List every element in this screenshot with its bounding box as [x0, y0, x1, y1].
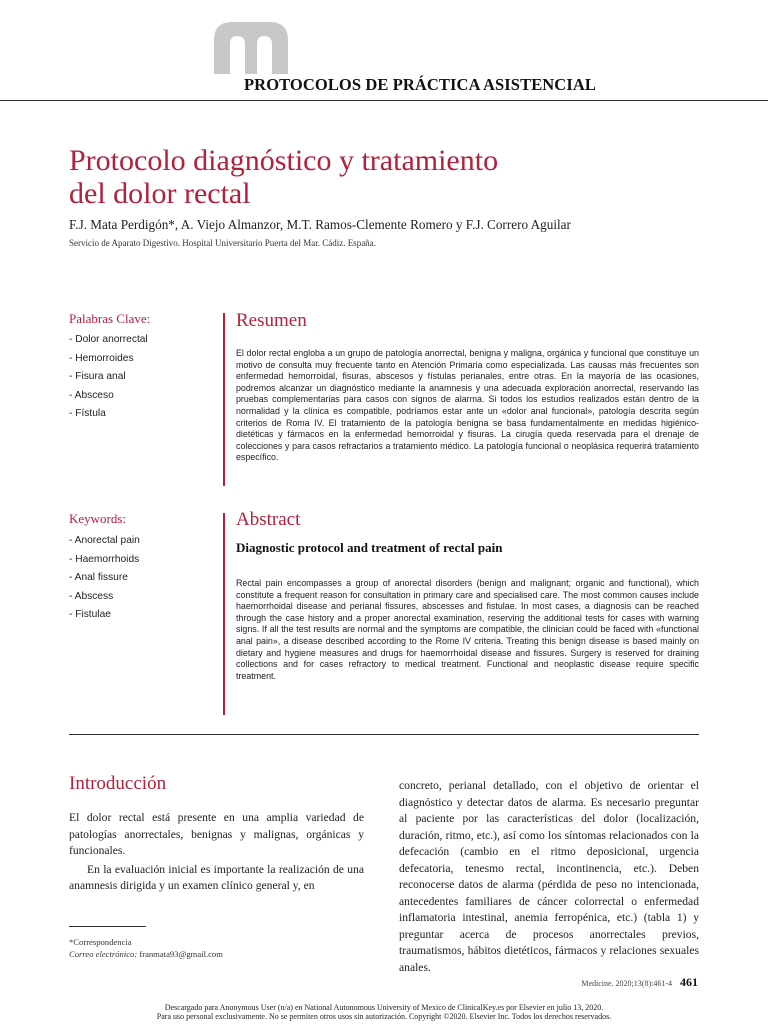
keyword-en-item: - Fistulae — [69, 609, 111, 621]
keyword-es-item: - Absceso — [69, 389, 114, 401]
abstract-accent-bar — [223, 513, 225, 715]
keyword-en-item: - Anorectal pain — [69, 535, 140, 546]
keyword-es-item: - Dolor anorrectal — [69, 334, 148, 345]
footnote-divider — [69, 926, 146, 927]
authors: F.J. Mata Perdigón*, A. Viejo Almanzor, M.T. Ramos-Clemente Romero y F.J. Correro Aguilar — [69, 217, 571, 232]
download-notice-1: Descargado para Anonymous User (n/a) en National Autonomous University of Mexico de ClinicalKey.es por Elsevier en julio 13, 2020. — [164, 1003, 604, 1012]
intro-left-column — [69, 810, 364, 895]
abstract-heading: Abstract — [236, 509, 301, 530]
abstract-title: Diagnostic protocol and treatment of rectal pain — [236, 540, 503, 555]
intro-right-column — [399, 778, 699, 976]
intro-paragraph-3: concreto, perianal detallado, con el objetivo de orientar el diagnóstico y detectar datos de alarma. Es necesario preguntar al paciente por las características del dolor (localización, duración, ritmo, etc.), así como los síntomas relacionados con la defecación (cambio en el ritmo deposicional, urgencia defecatoria, tenesmo rectal, incontinencia, etc.). Deben reconocerse datos de alarma (pérdida de peso no intencionada, antecedentes familiares de cáncer colorrectal o enfermedad inflamatoria intestinal, anemia ferropénica, etc.) (tabla 1) y preguntar acerca de procesos anorrectales previos, traumatismos, hábitos dietéticos, fármacos y relaciones sexuales anales. — [399, 779, 699, 974]
title-line-2: del dolor rectal — [69, 177, 251, 210]
email-address[interactable]: franmata93@gmail.com — [139, 949, 223, 959]
intro-paragraph-1: El dolor rectal está presente en una amplia variedad de patologías anorrectales, benignas y malignas, orgánicas y funcionales. — [69, 811, 364, 857]
resumen-heading: Resumen — [236, 310, 307, 331]
header-divider — [0, 100, 768, 101]
keyword-en-item: - Haemorrhoids — [69, 553, 140, 565]
abstract-text: Rectal pain encompasses a group of anorectal disorders (benign and malignant; organic and functional), which constitute a frequent reason for consultation in primary care and specialised care. The most common causes include haemorrhoidal disease and perianal fissures, abscesses and fistulae. In most cases, a diagnosis can be reached through the case history and a proper anorectal examination, reserving the additional tests for cases with warning signs. If all the test results are normal and the symptoms are compatible, the clinician could be faced with «functional anal pain», a disease described according to the Rome IV criteria. Treating this benign disease is based mainly on dietary and hygiene measures and drugs for haemorrhoidal disease and fissures. Surgery is reserved for draining collections and for cases refractory to medical treatment. Functional and neoplastic disease require specific treatment. — [236, 578, 699, 681]
keyword-es-item: - Fístula — [69, 408, 106, 420]
download-notice-2: Para uso personal exclusivamente. No se permiten otros usos sin autorización. Copyright ©2020. Elsevier Inc. Todos los derechos reservados. — [156, 1012, 612, 1021]
affiliation: Servicio de Aparato Digestivo. Hospital Universitario Puerta del Mar. Cádiz. España. — [69, 238, 376, 248]
email-label: Correo electrónico: — [69, 949, 138, 959]
citation: Medicine. 2020;13(8):461-4 — [581, 979, 672, 988]
keyword-es-item: - Fisura anal — [69, 371, 126, 383]
page-info — [581, 975, 698, 990]
section-divider — [69, 734, 699, 735]
keyword-es-item: - Hemorroides — [69, 352, 134, 364]
footnote-correspondence: *Correspondencia — [69, 937, 132, 947]
journal-logo — [214, 22, 288, 74]
footnote-email-line — [69, 949, 223, 959]
section-title: PROTOCOLOS DE PRÁCTICA ASISTENCIAL — [244, 75, 596, 94]
article-title — [69, 144, 669, 210]
keyword-en-item: - Anal fissure — [69, 572, 128, 584]
keyword-en-item: - Abscess — [69, 590, 114, 602]
page-number: 461 — [680, 975, 698, 989]
introduction-heading: Introducción — [69, 773, 167, 794]
resumen-text: El dolor rectal engloba a un grupo de patología anorrectal, benigna y maligna, orgánica y funcional que constituye un motivo de consulta muy frecuente tanto en Atención Primaria como especializada. Las causas más frecuentes son enfermedad hemorroidal, fisuras, abscesos y fístulas perianales, entre otras. En la mayoría de las ocasiones, podremos alcanzar un diagnóstico mediante la anamnesis y una adecuada exploración anorrectal, reservando las pruebas complementarias para casos con signos de alarma. Si todos los estudios realizados están dentro de la normalidad y la clínica es compatible, podríamos estar ante un «dolor anal funcional», patología descrita según criterios de Roma IV. El tratamiento de la patología benigna se basa fundamentalmente en medidas higiénico-dietéticas y fármacos en la enfermedad hemorroidal y fisuras. La cirugía queda reservada para el drenaje de colecciones y para casos refractarios a tratamiento médico. La patología funcional o neoplásica requerirá tratamiento específico. — [236, 348, 699, 463]
keywords-en-heading: Keywords: — [69, 511, 127, 526]
title-line-1: Protocolo diagnóstico y tratamiento — [69, 144, 499, 177]
intro-paragraph-2: En la evaluación inicial es importante la realización de una anamnesis dirigida y un examen clínico general y, en — [69, 862, 364, 892]
keywords-es-list — [69, 331, 148, 424]
keywords-es-heading: Palabras Clave: — [69, 311, 151, 326]
resumen-accent-bar — [223, 313, 225, 486]
keywords-en-list — [69, 532, 140, 625]
